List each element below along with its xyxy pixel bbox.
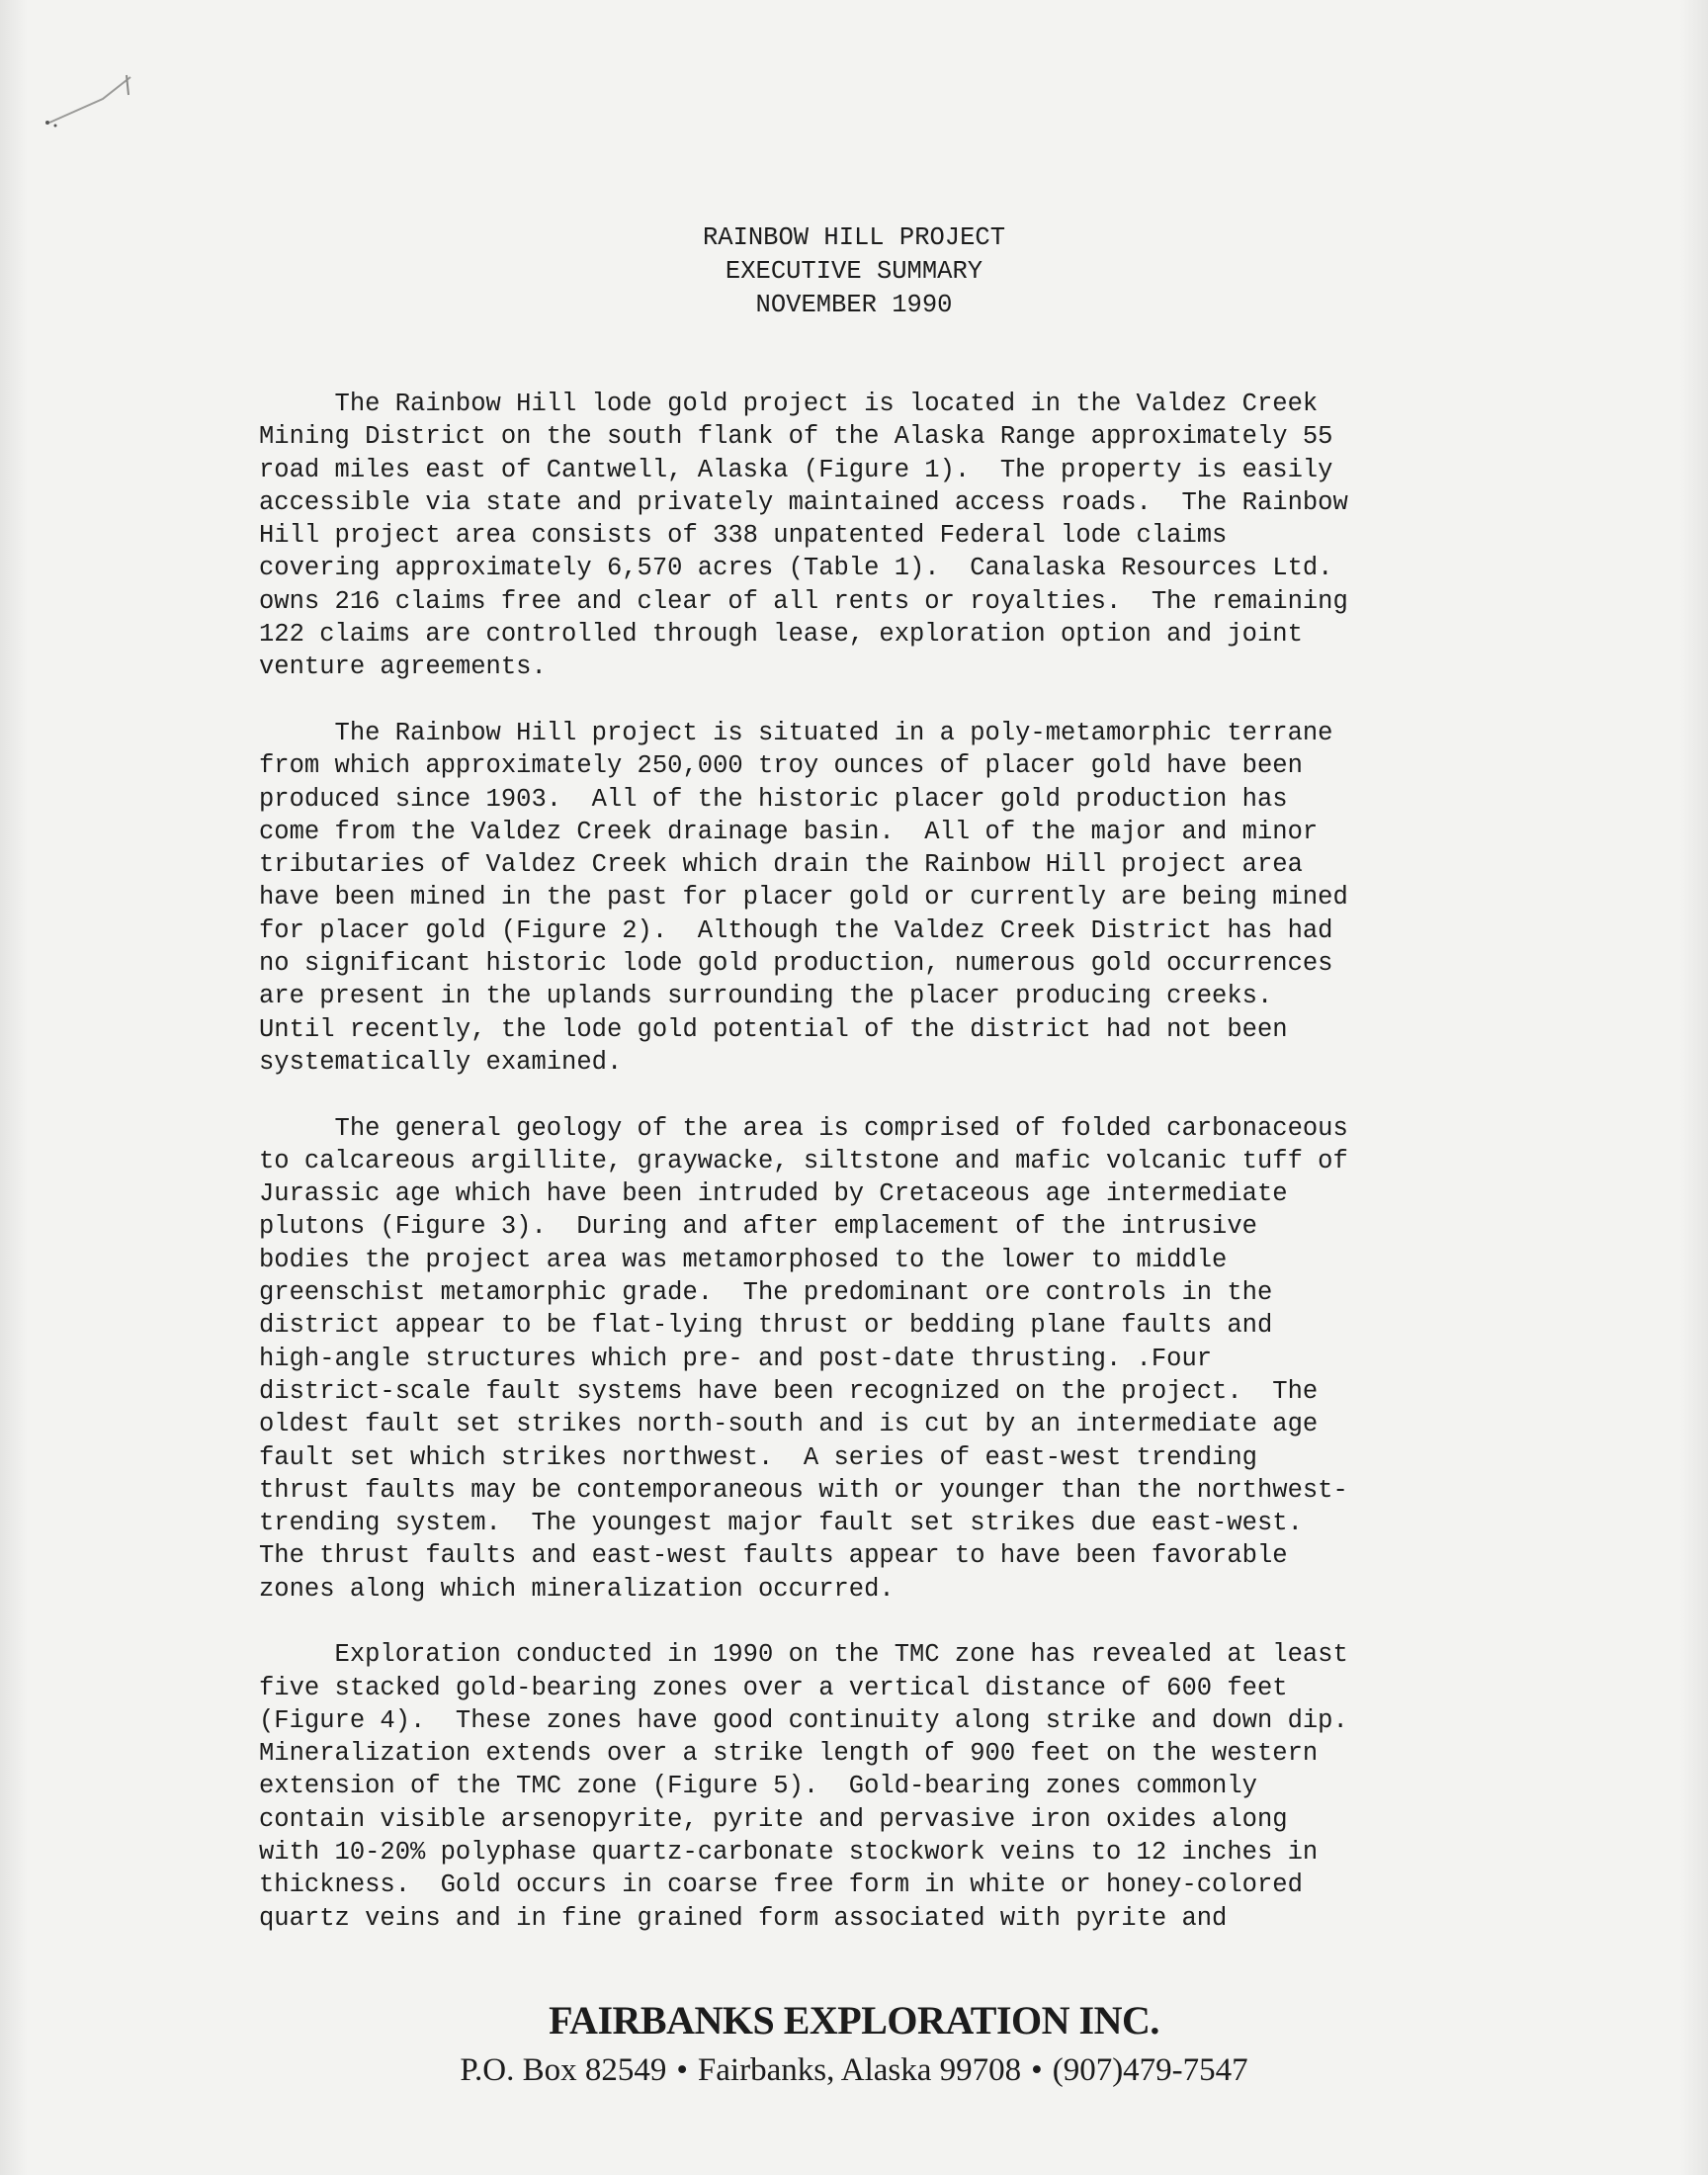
- company-name: FAIRBANKS EXPLORATION INC.: [549, 1998, 1159, 2043]
- text-line: The general geology of the area is comprised of folded carbonaceous: [259, 1113, 1348, 1143]
- text-line: district appear to be flat-lying thrust or bedding plane faults and: [259, 1311, 1273, 1341]
- text-line: Hill project area consists of 338 unpatented Federal lode claims: [259, 521, 1228, 551]
- document-date: NOVEMBER 1990: [755, 291, 953, 319]
- document-body: [259, 388, 1465, 1967]
- text-line: extension of the TMC zone (Figure 5). Gold-bearing zones commonly: [259, 1772, 1257, 1801]
- paragraph-3: [259, 1112, 1465, 1606]
- scan-mark-icon: [43, 71, 132, 130]
- text-line: have been mined in the past for placer gold or currently are being mined: [259, 883, 1348, 913]
- text-line: bodies the project area was metamorphosed to the lower to middle: [259, 1245, 1228, 1274]
- company-address: [0, 2048, 1708, 2092]
- text-line: plutons (Figure 3). During and after emplacement of the intrusive: [259, 1212, 1257, 1242]
- text-line: covering approximately 6,570 acres (Table 1). Canalaska Resources Ltd.: [259, 554, 1333, 583]
- text-line: The Rainbow Hill lode gold project is located in the Valdez Creek: [259, 390, 1319, 418]
- document-subtitle: EXECUTIVE SUMMARY: [725, 257, 983, 286]
- text-line: with 10-20% polyphase quartz-carbonate stockwork veins to 12 inches in: [259, 1838, 1319, 1868]
- text-line: are present in the uplands surrounding the placer producing creeks.: [259, 982, 1273, 1011]
- text-line: come from the Valdez Creek drainage basin. All of the major and minor: [259, 817, 1319, 846]
- text-line: from which approximately 250,000 troy ounces of placer gold have been: [259, 751, 1303, 781]
- text-line: zones along which mineralization occurred.: [259, 1574, 895, 1604]
- text-line: district-scale fault systems have been recognized on the project. The: [259, 1376, 1319, 1406]
- text-line: owns 216 claims free and clear of all rents or royalties. The remaining: [259, 586, 1348, 616]
- text-line: contain visible arsenopyrite, pyrite and pervasive iron oxides along: [259, 1804, 1288, 1834]
- text-line: venture agreements.: [259, 652, 547, 682]
- text-line: The Rainbow Hill project is situated in a poly-metamorphic terrane: [259, 718, 1333, 747]
- bullet-separator: •: [1031, 2052, 1043, 2088]
- text-line: quartz veins and in fine grained form associated with pyrite and: [259, 1903, 1228, 1933]
- text-line: thickness. Gold occurs in coarse free form in white or honey-colored: [259, 1870, 1303, 1900]
- text-line: road miles east of Cantwell, Alaska (Figure 1). The property is easily: [259, 455, 1333, 484]
- text-line: Mining District on the south flank of the Alaska Range approximately 55: [259, 422, 1333, 452]
- document-title: RAINBOW HILL PROJECT: [702, 223, 1006, 252]
- text-line: systematically examined.: [259, 1047, 623, 1077]
- text-line: greenschist metamorphic grade. The predominant ore controls in the: [259, 1278, 1273, 1308]
- text-line: oldest fault set strikes north-south and is cut by an intermediate age: [259, 1410, 1319, 1439]
- text-line: 122 claims are controlled through lease, exploration option and joint: [259, 620, 1303, 650]
- paragraph-1: [259, 388, 1465, 684]
- text-line: fault set which strikes northwest. A series of east-west trending: [259, 1442, 1257, 1472]
- text-line: Jurassic age which have been intruded by Cretaceous age intermediate: [259, 1179, 1288, 1209]
- text-line: Until recently, the lode gold potential of the district had not been: [259, 1014, 1288, 1044]
- text-line: high-angle structures which pre- and post-date thrusting. .Four: [259, 1344, 1213, 1373]
- text-line: thrust faults may be contemporaneous with or younger than the northwest-: [259, 1475, 1348, 1505]
- text-line: Mineralization extends over a strike length of 900 feet on the western: [259, 1739, 1319, 1769]
- text-line: (Figure 4). These zones have good continuity along strike and down dip.: [259, 1705, 1348, 1735]
- text-line: five stacked gold-bearing zones over a vertical distance of 600 feet: [259, 1673, 1288, 1702]
- paragraph-2: [259, 717, 1465, 1079]
- text-line: The thrust faults and east-west faults appear to have been favorable: [259, 1541, 1288, 1571]
- text-line: to calcareous argillite, graywacke, siltstone and mafic volcanic tuff of: [259, 1146, 1348, 1175]
- text-line: produced since 1903. All of the historic placer gold production has: [259, 784, 1288, 814]
- text-line: for placer gold (Figure 2). Although the Valdez Creek District has had: [259, 915, 1333, 945]
- po-box: P.O. Box 82549: [460, 2052, 667, 2088]
- text-line: trending system. The youngest major fault set strikes due east-west.: [259, 1509, 1303, 1538]
- scan-left-edge: [0, 0, 28, 2175]
- city-line: Fairbanks, Alaska 99708: [697, 2052, 1022, 2088]
- text-line: no significant historic lode gold production, numerous gold occurrences: [259, 949, 1333, 979]
- paragraph-4: [259, 1638, 1465, 1935]
- scan-right-edge: [1680, 0, 1708, 2175]
- text-line: Exploration conducted in 1990 on the TMC zone has revealed at least: [259, 1640, 1348, 1670]
- letterhead-footer: [0, 1997, 1708, 2092]
- phone-number: (907)479-7547: [1052, 2052, 1248, 2088]
- document-header: [0, 221, 1708, 322]
- text-line: accessible via state and privately maintained access roads. The Rainbow: [259, 487, 1348, 517]
- text-line: tributaries of Valdez Creek which drain the Rainbow Hill project area: [259, 850, 1303, 880]
- bullet-separator: •: [676, 2052, 688, 2088]
